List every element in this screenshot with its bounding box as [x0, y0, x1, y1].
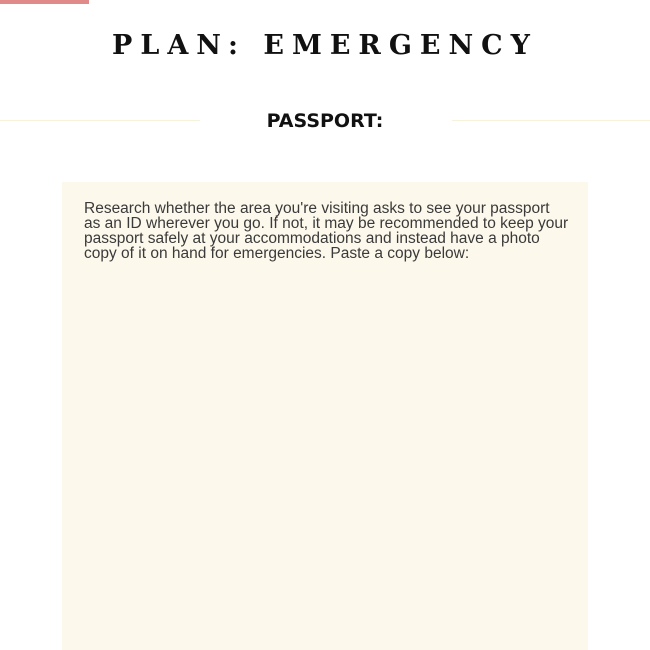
section-heading: PASSPORT:	[266, 110, 384, 132]
accent-bar	[0, 0, 89, 4]
instructions-text: Research whether the area you're visiting asks to see your passport as an ID wherever you go. If not, it may be recommended to keep your passport safely at your accommodations and instead have a photo copy of it on hand for emergencies. Paste a copy below:	[84, 200, 569, 262]
passport-content-box	[62, 182, 588, 650]
page-title: PLAN: EMERGENCY	[112, 30, 538, 61]
passport-paste-area[interactable]	[84, 272, 566, 632]
